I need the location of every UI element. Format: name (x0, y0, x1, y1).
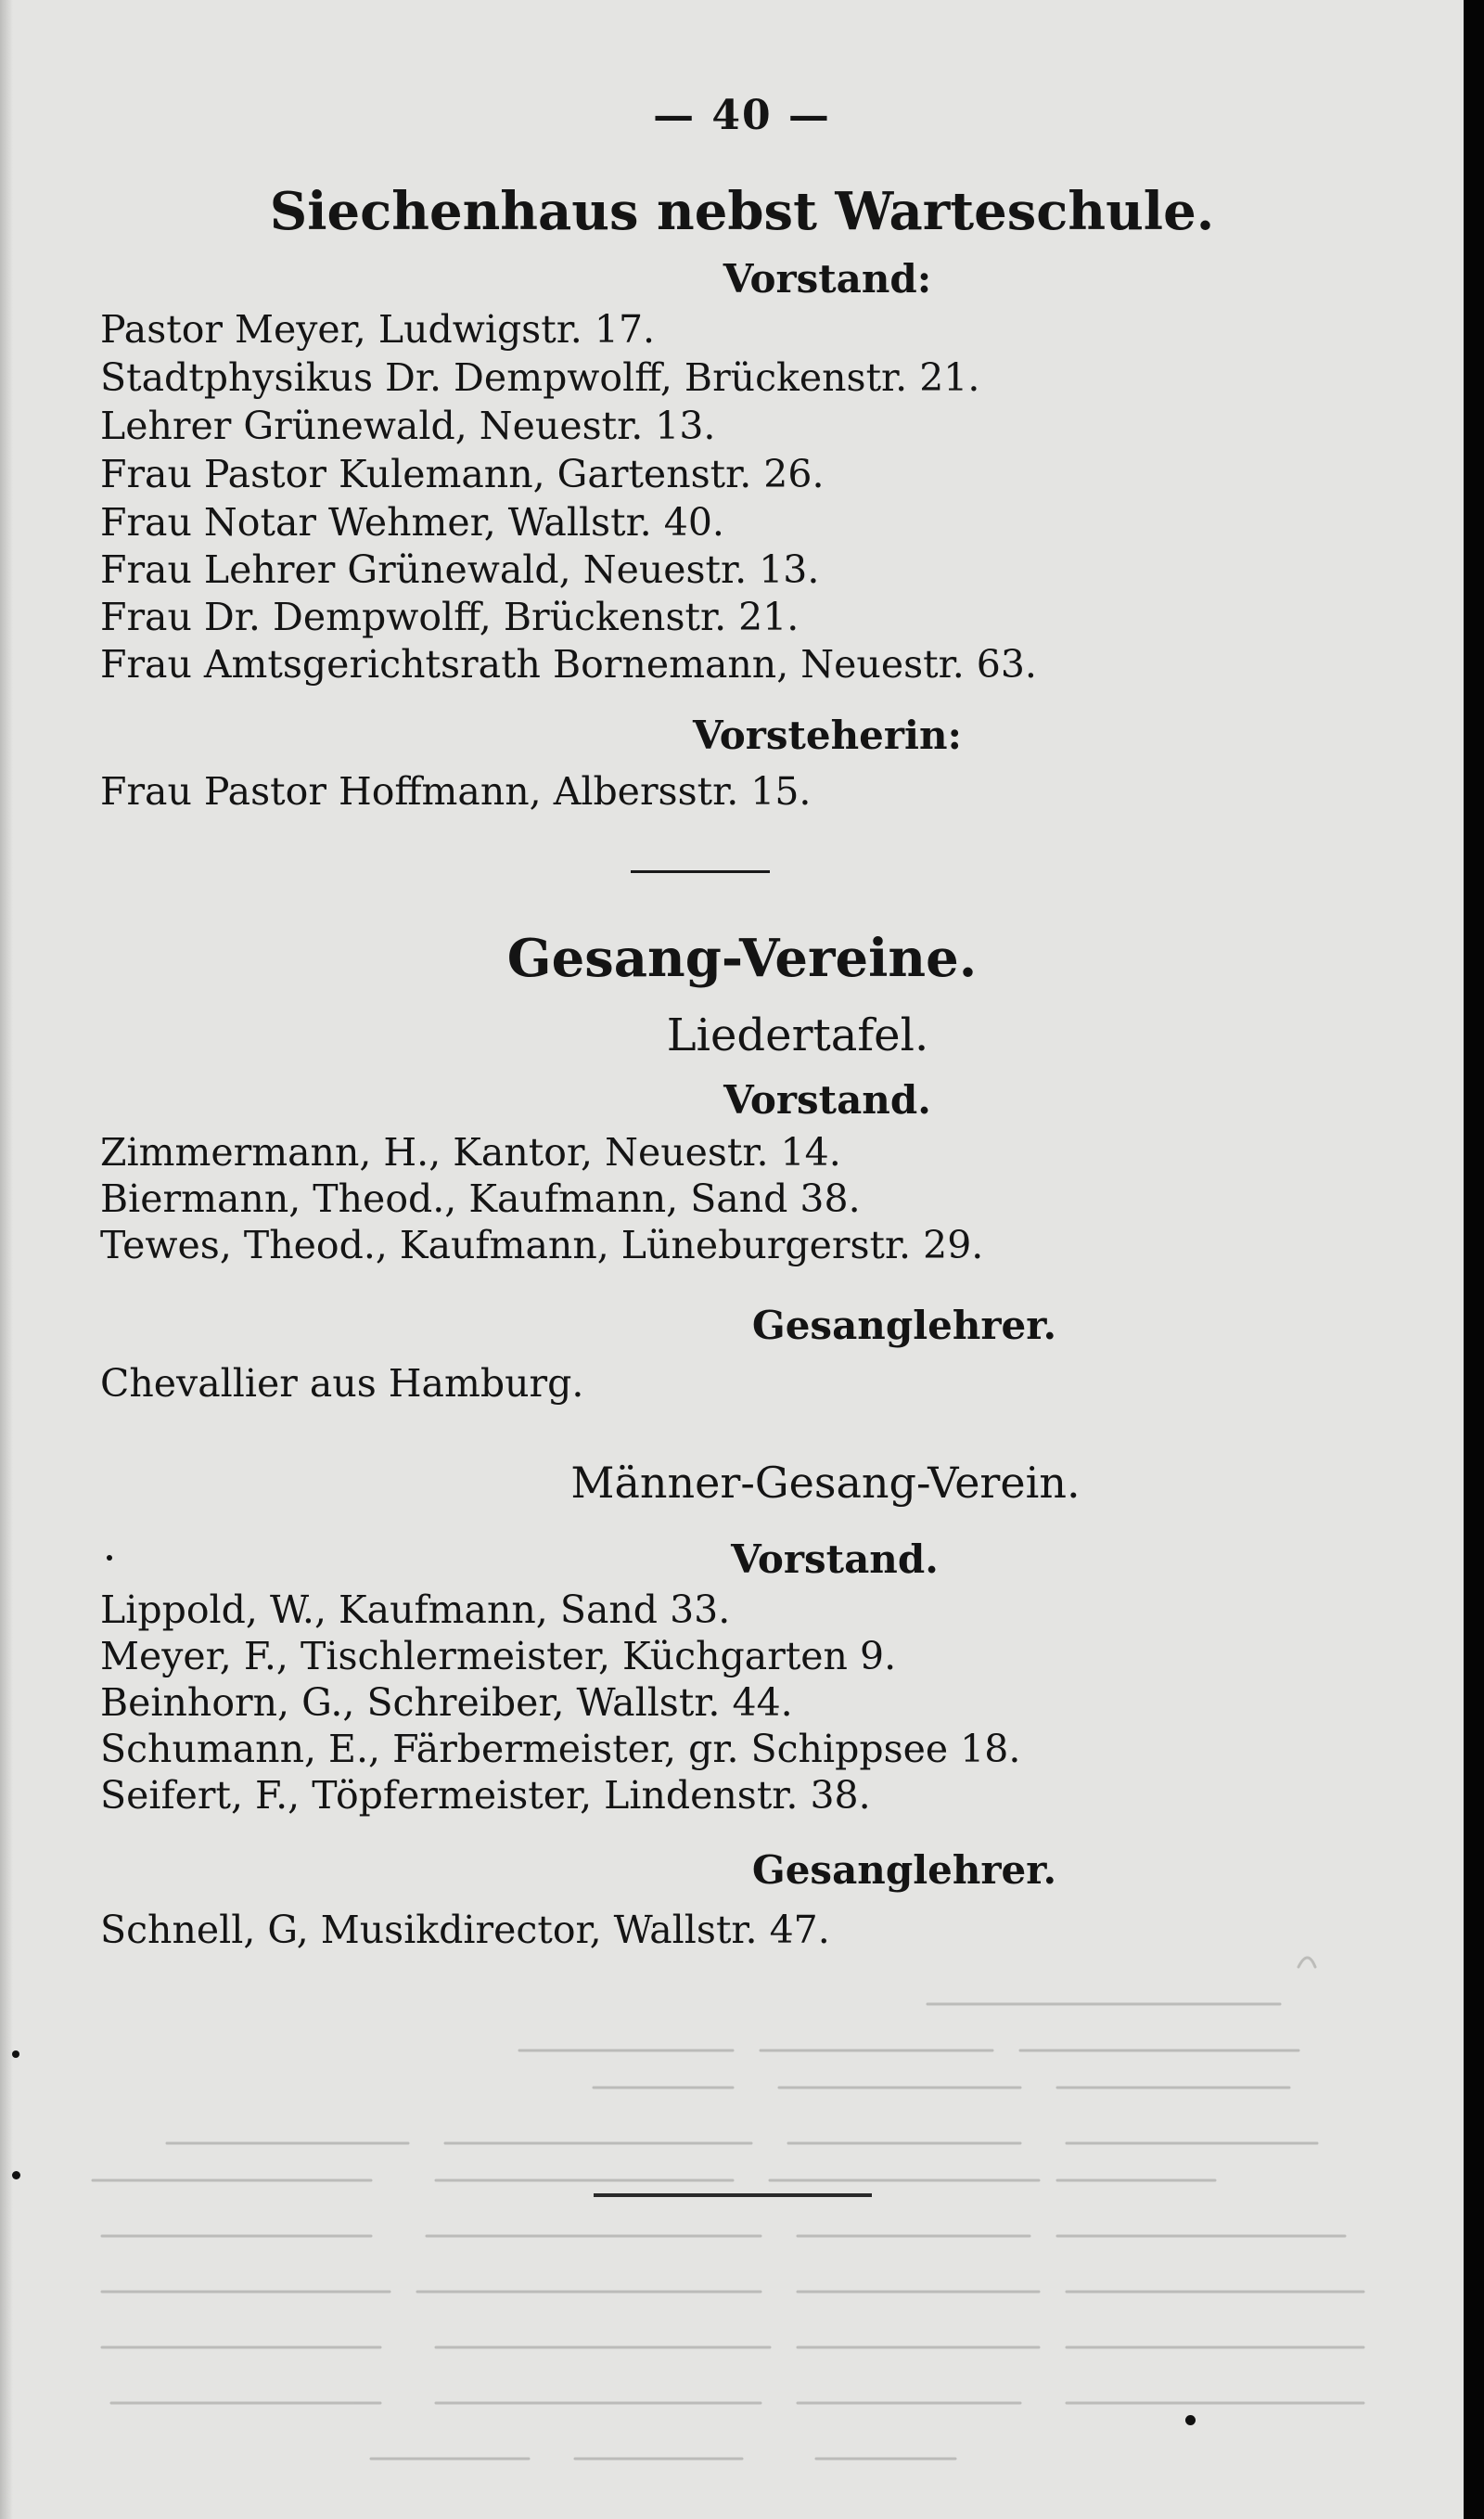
page-number: — 40 — (653, 92, 831, 139)
member-entry: Schumann, E., Färbermeister, gr. Schippsee 18. (100, 1727, 1021, 1771)
member-entry: Lippold, W., Kaufmann, Sand 33. (100, 1587, 731, 1632)
gesanglehrer-heading-maenner-gesang-verein: Gesanglehrer. (751, 1847, 1057, 1893)
member-entry: Meyer, F., Tischlermeister, Küchgarten 9. (100, 1634, 897, 1678)
section-title-siechenhaus: Siechenhaus nebst Warteschule. (269, 181, 1215, 242)
member-entry: Seifert, F., Töpfermeister, Lindenstr. 38. (100, 1773, 871, 1818)
vorstand-heading-maenner-gesang-verein: Vorstand. (731, 1536, 939, 1582)
member-entry: Tewes, Theod., Kaufmann, Lüneburgerstr. 29. (100, 1223, 984, 1267)
gesanglehrer-heading-liedertafel: Gesanglehrer. (751, 1303, 1057, 1348)
member-entry: Pastor Meyer, Ludwigstr. 17. (100, 307, 656, 352)
page-edge-shadow (0, 0, 13, 2519)
club-name-maenner-gesang-verein: Männer-Gesang-Verein. (570, 1458, 1081, 1508)
vorsteherin-heading: Vorsteherin: (692, 713, 963, 758)
member-entry: Beinhorn, G., Schreiber, Wallstr. 44. (100, 1680, 793, 1725)
member-entry: Frau Pastor Hoffmann, Albersstr. 15. (100, 769, 812, 814)
member-entry: Frau Pastor Kulemann, Gartenstr. 26. (100, 452, 825, 496)
club-name-liedertafel: Liedertafel. (666, 1009, 929, 1061)
member-entry: Stadtphysikus Dr. Dempwolff, Brückenstr. 21. (100, 355, 980, 400)
member-entry: Lehrer Grünewald, Neuestr. 13. (100, 404, 716, 448)
bleed-through-texture (0, 1908, 1484, 2505)
section-divider (631, 870, 770, 873)
scan-border (1464, 0, 1484, 2519)
member-entry: Schnell, G, Musikdirector, Wallstr. 47. (100, 1908, 830, 1952)
member-entry: Frau Notar Wehmer, Wallstr. 40. (100, 500, 724, 545)
speck (1185, 2415, 1196, 2425)
member-entry: Frau Dr. Dempwolff, Brückenstr. 21. (100, 595, 800, 639)
speck (12, 2050, 19, 2058)
member-entry: Frau Amtsgerichtsrath Bornemann, Neuestr. 63. (100, 642, 1037, 687)
member-entry: Zimmermann, H., Kantor, Neuestr. 14. (100, 1130, 841, 1175)
section-title-gesang-vereine: Gesang-Vereine. (506, 928, 978, 989)
member-entry: Frau Lehrer Grünewald, Neuestr. 13. (100, 547, 820, 592)
member-entry: Chevallier aus Hamburg. (100, 1361, 584, 1406)
vorstand-heading-liedertafel: Vorstand. (723, 1077, 931, 1123)
speck (107, 1555, 112, 1561)
vorstand-heading-siechenhaus: Vorstand: (723, 256, 932, 302)
speck (12, 2171, 20, 2179)
member-entry: Biermann, Theod., Kaufmann, Sand 38. (100, 1176, 861, 1221)
